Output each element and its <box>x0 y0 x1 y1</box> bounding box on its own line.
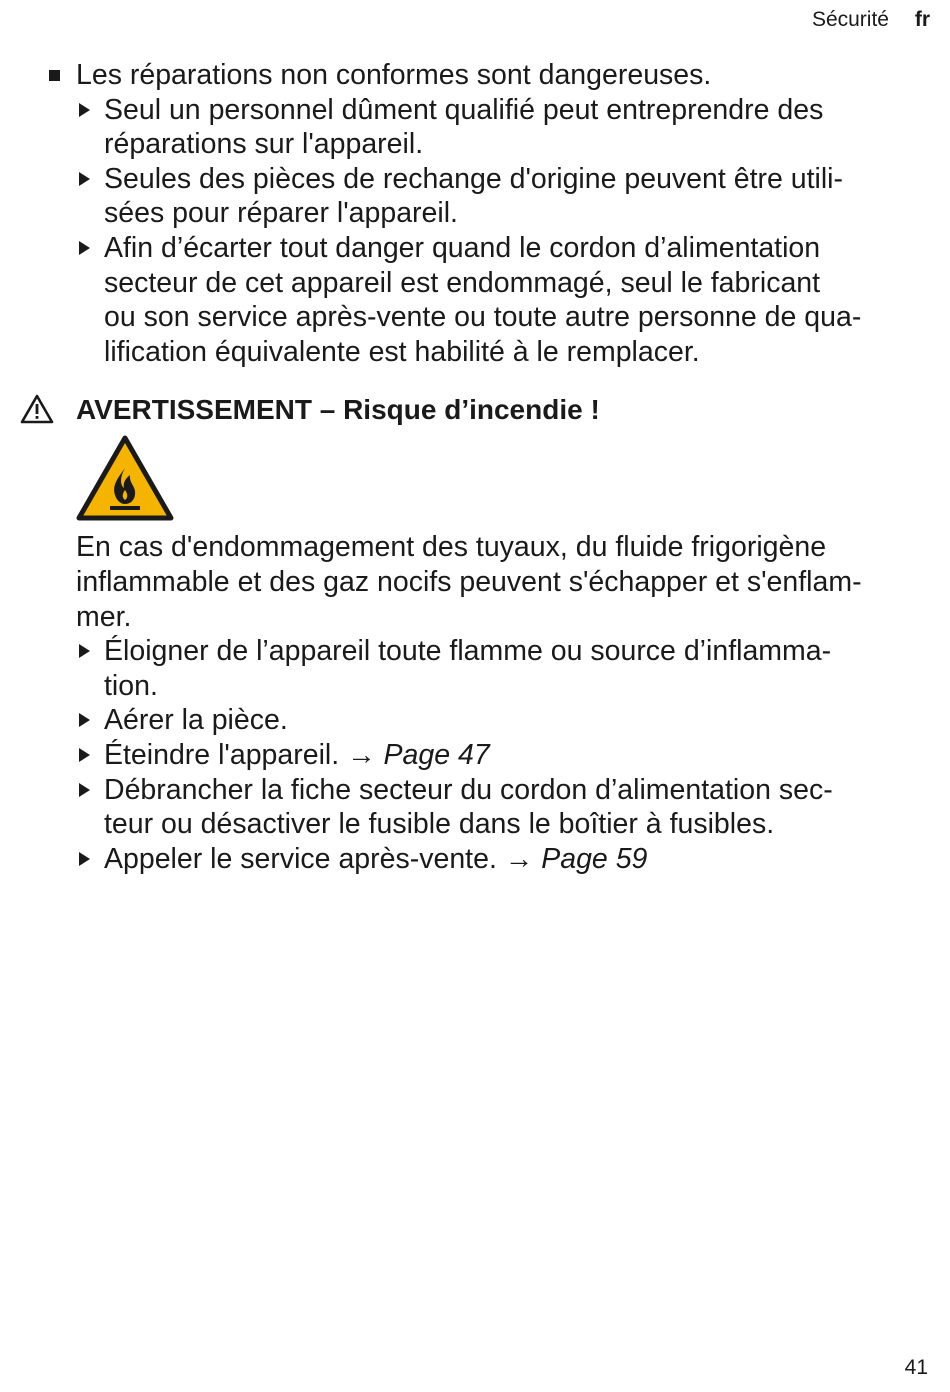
warning-triangle-icon <box>20 394 54 424</box>
step-line: lification équivalente est habilité à le remplacer. <box>104 335 700 368</box>
triangle-bullet-icon <box>79 783 90 797</box>
step-line: teur ou désactiver le fusible dans le boîtier à fusibles. <box>104 808 775 841</box>
step-line: tion. <box>104 669 158 702</box>
step-line: Appeler le service après-vente. → Page 59 <box>0 842 950 877</box>
triangle-bullet-icon <box>79 713 90 727</box>
page-header <box>812 8 930 32</box>
step-line: Seul un personnel dûment qualifié peut entreprendre des <box>0 93 950 128</box>
step-line: Afin d’écarter tout danger quand le cordon d’alimentation <box>0 231 950 266</box>
triangle-bullet-icon <box>79 644 90 658</box>
list-item: Les réparations non conformes sont dangereuses. <box>0 58 950 93</box>
flammable-hazard-icon <box>76 435 174 521</box>
step-line: Aérer la pièce. <box>0 703 950 738</box>
step-line: secteur de cet appareil est endommagé, seul le fabricant <box>104 266 821 299</box>
page-number: 41 <box>904 1356 928 1379</box>
warning-text-line: En cas d'endommagement des tuyaux, du fluide frigorigène <box>76 531 827 564</box>
step-line: Éloigner de l’appareil toute flamme ou source d’inflamma- <box>0 634 950 669</box>
page-reference-link[interactable]: → Page 59 <box>504 842 648 875</box>
triangle-bullet-icon <box>79 748 90 762</box>
step-line: Éteindre l'appareil. → Page 47 <box>0 738 950 773</box>
step-line: Débrancher la fiche secteur du cordon d’alimentation sec- <box>0 773 950 808</box>
warning-text-line: mer. <box>76 600 132 633</box>
warning-heading: AVERTISSEMENT – Risque d’incendie ! <box>0 392 950 428</box>
triangle-bullet-icon <box>79 241 90 255</box>
page-reference-link[interactable]: → Page 47 <box>347 738 490 771</box>
step-line: sées pour réparer l'appareil. <box>104 197 458 230</box>
step-line: ou son service après-vente ou toute autre personne de qua- <box>104 301 862 334</box>
triangle-bullet-icon <box>79 103 90 117</box>
square-bullet-icon <box>49 70 60 81</box>
triangle-bullet-icon <box>79 172 90 186</box>
section-title: Sécurité <box>811 8 889 31</box>
warning-text-line: inflammable et des gaz nocifs peuvent s'échapper et s'enflam- <box>76 565 862 598</box>
step-line: Seules des pièces de rechange d'origine peuvent être utili- <box>0 162 950 197</box>
step-line: réparations sur l'appareil. <box>104 128 424 161</box>
page-content <box>0 58 950 876</box>
language-code: fr <box>914 8 930 31</box>
triangle-bullet-icon <box>79 852 90 866</box>
